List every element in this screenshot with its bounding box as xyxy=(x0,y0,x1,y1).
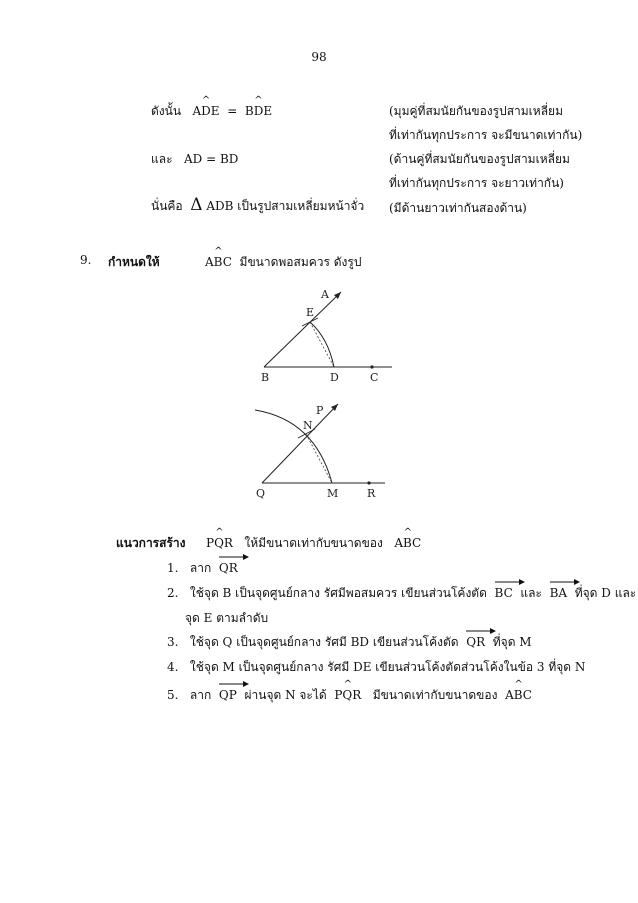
vector-qp xyxy=(219,688,237,702)
step-1 xyxy=(167,559,238,578)
label-p: P xyxy=(316,404,324,417)
step-5 xyxy=(167,686,532,705)
step-text: ที่จุด D และ xyxy=(574,586,637,600)
ray-qp xyxy=(262,404,338,483)
ray-ba xyxy=(264,292,341,367)
vector-ba xyxy=(550,586,567,600)
step-text: ที่จุด M xyxy=(492,635,532,649)
label-c: C xyxy=(370,371,379,384)
statement-prefix: ดังนั้น xyxy=(151,104,182,118)
step-text: ลาก xyxy=(189,561,212,575)
note-1b: ที่เท่ากันทุกประการ จะมีขนาดเท่ากัน) xyxy=(389,128,583,142)
equals-sign: = xyxy=(227,104,238,118)
vector-arrow-icon xyxy=(550,579,580,585)
note-2b: ที่เท่ากันทุกประการ จะยาวเท่ากัน) xyxy=(389,176,564,190)
note-2a: (ด้านคู่ที่สมนัยกันของรูปสามเหลี่ยม xyxy=(389,152,570,166)
angle-bde: ^ BDE xyxy=(245,104,272,118)
step-text: ลาก xyxy=(189,688,212,702)
vector-qr xyxy=(219,561,238,575)
note-1a: (มุมคู่ที่สมนัยกันของรูปสามเหลี่ยม xyxy=(389,104,563,118)
step-number: 5. xyxy=(167,688,179,702)
page-number: 98 xyxy=(311,50,327,64)
problem-number: 9. xyxy=(80,253,92,267)
arc-m xyxy=(255,410,332,483)
vector-label: BC xyxy=(494,586,513,600)
step-text: ใช้จุด B เป็นจุดศูนย์กลาง รัศมีพอสมควร เขียนส่วนโค้งตัด xyxy=(189,586,487,600)
step-number: 4. xyxy=(167,660,179,674)
label-d: D xyxy=(330,371,339,384)
vector-arrow-icon xyxy=(495,579,525,585)
step-text: และ xyxy=(520,586,542,600)
angle-abc: ^ ABC xyxy=(394,536,421,550)
step-2-continued: จุด E ตามลำดับ xyxy=(185,611,269,625)
step-text: มีขนาดเท่ากับขนาดของ xyxy=(372,688,498,702)
figure-angle-pqr xyxy=(245,400,395,500)
problem-label: กำหนดให้ xyxy=(108,255,160,269)
statement-prefix: นั่นคือ xyxy=(151,199,183,213)
note-3: (มีด้านยาวเท่ากันสองด้าน) xyxy=(389,201,527,215)
tick-e xyxy=(302,318,318,326)
statement-sides-equal xyxy=(151,150,238,169)
vector-label: QR xyxy=(466,635,486,649)
angle-pqr: ^ PQR xyxy=(206,536,233,550)
step-number: 1. xyxy=(167,561,179,575)
problem-statement xyxy=(205,253,361,272)
label-q: Q xyxy=(256,487,266,500)
step-3 xyxy=(167,633,532,652)
triangle-symbol: Δ xyxy=(190,195,203,215)
step-number: 3. xyxy=(167,635,179,649)
vector-label: BA xyxy=(549,586,568,600)
goal-text: ให้มีขนาดเท่ากับขนาดของ xyxy=(244,536,383,550)
chord-de xyxy=(310,322,334,367)
statement-isosceles xyxy=(151,195,364,216)
problem-text: มีขนาดพอสมควร ดังรูป xyxy=(239,255,362,269)
chord-mn xyxy=(306,434,332,483)
label-e: E xyxy=(306,306,315,319)
step-4 xyxy=(167,658,585,677)
step-text: ใช้จุด M เป็นจุดศูนย์กลาง รัศมี DE เขียนส่วนโค้งตัดส่วนโค้งในข้อ 3 ที่จุด N xyxy=(189,660,586,674)
angle-pqr: ^ PQR xyxy=(334,688,361,702)
label-n: N xyxy=(303,419,313,432)
figure-angle-abc xyxy=(250,280,400,390)
step-2 xyxy=(167,584,636,603)
sides-expression: AD = BD xyxy=(184,152,239,166)
point-c xyxy=(370,365,373,368)
vector-arrow-icon xyxy=(219,554,249,560)
vector-label: QP xyxy=(218,688,237,702)
vector-arrow-icon xyxy=(219,681,249,687)
vector-qr xyxy=(466,635,485,649)
label-b: B xyxy=(261,371,270,384)
vector-label: QR xyxy=(218,561,238,575)
statement-angles-equal xyxy=(151,102,272,121)
construction-goal xyxy=(206,534,421,553)
step-number: 2. xyxy=(167,586,179,600)
label-m: M xyxy=(327,487,339,500)
angle-ade: ^ ADE xyxy=(193,104,220,118)
point-r xyxy=(367,481,370,484)
label-r: R xyxy=(367,487,376,500)
vector-arrow-icon xyxy=(466,628,496,634)
statement-text: ADB เป็นรูปสามเหลี่ยมหน้าจั่ว xyxy=(206,199,365,213)
angle-abc: ^ ABC xyxy=(205,255,232,269)
statement-prefix: และ xyxy=(151,152,173,166)
construction-label: แนวการสร้าง xyxy=(116,536,186,550)
label-a: A xyxy=(321,288,329,301)
step-text: ใช้จุด Q เป็นจุดศูนย์กลาง รัศมี BD เขียนส่วนโค้งตัด xyxy=(189,635,459,649)
step-text: ผ่านจุด N จะได้ xyxy=(244,688,327,702)
vector-bc xyxy=(495,586,513,600)
angle-abc: ^ ABC xyxy=(505,688,532,702)
